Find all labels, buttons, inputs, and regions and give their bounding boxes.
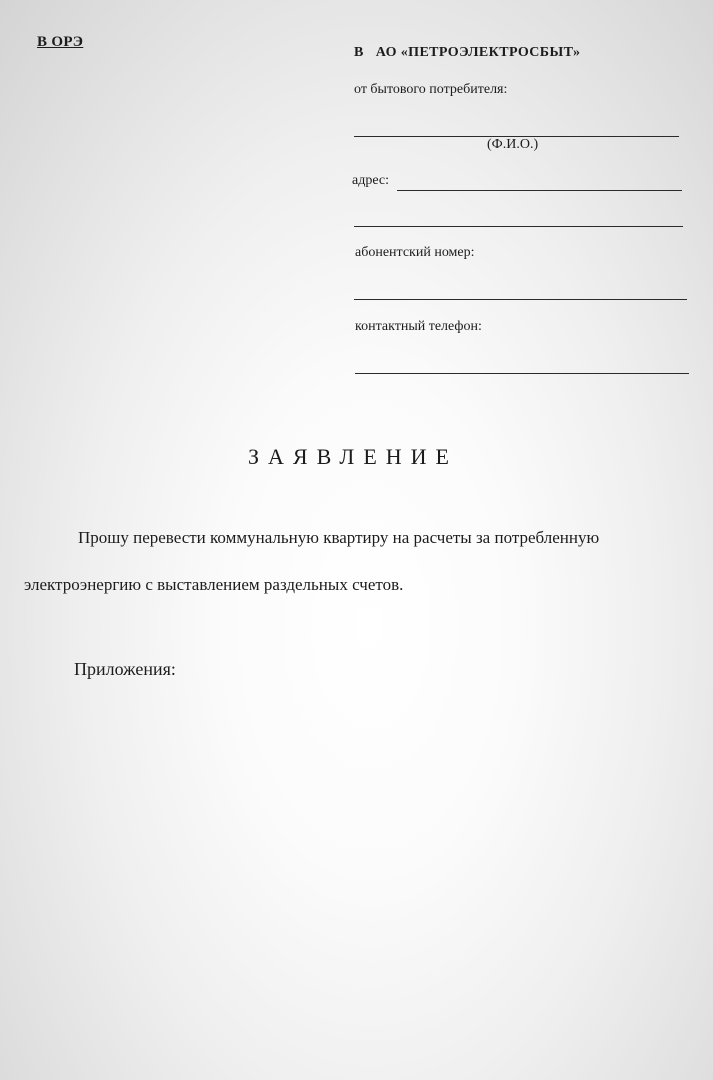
attachments-label: Приложения: bbox=[74, 659, 176, 679]
name-caption: (Ф.И.О.) bbox=[487, 137, 539, 152]
addressee-preposition: В bbox=[354, 45, 364, 60]
phone-field-line[interactable] bbox=[355, 373, 689, 374]
document-title: ЗАЯВЛЕНИЕ bbox=[248, 444, 458, 469]
account-number-field-line[interactable] bbox=[354, 299, 687, 300]
account-number-label: абонентский номер: bbox=[355, 245, 475, 260]
body-line-2: электроэнергию с выставлением раздельных счетов. bbox=[24, 575, 404, 594]
address-field-line-1[interactable] bbox=[397, 190, 682, 191]
body-line-1: Прошу перевести коммунальную квартиру на расчеты за потребленную bbox=[78, 528, 600, 547]
corner-note: В ОРЭ bbox=[37, 34, 84, 50]
address-field-line-2[interactable] bbox=[354, 226, 683, 227]
addressee-line bbox=[354, 45, 580, 61]
addressee-name: АО «ПЕТРОЭЛЕКТРОСБЫТ» bbox=[375, 45, 581, 60]
from-consumer-label: от бытового потребителя: bbox=[354, 82, 508, 97]
phone-label: контактный телефон: bbox=[355, 319, 482, 334]
address-label: адрес: bbox=[352, 173, 390, 188]
